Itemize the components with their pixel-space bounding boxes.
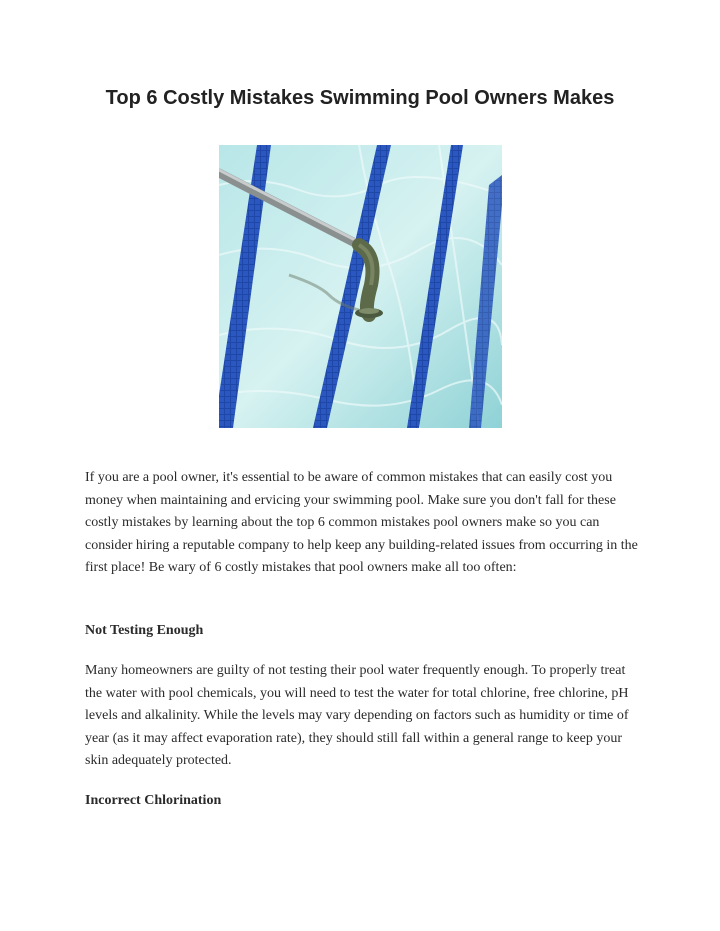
- pool-photo: [219, 145, 502, 428]
- section-paragraph: Many homeowners are guilty of not testing their pool water frequently enough. To properly treat the water with pool chemicals, you will need to test the water for total chlorine, free chlorine, pH levels and alkalinity. While the levels may vary depending on factors such as humidity or time of year (as it may affect evaporation rate), they should still fall within a general range to keep your skin adequately protected.: [85, 663, 629, 769]
- section-heading: Not Testing Enough: [85, 623, 204, 638]
- page-title: Top 6 Costly Mistakes Swimming Pool Owners Makes: [105, 87, 615, 109]
- section-heading: Incorrect Chlorination: [85, 793, 222, 808]
- pool-vacuum-icon: [219, 145, 502, 428]
- intro-paragraph: If you are a pool owner, it's essential to be aware of common mistakes that can easily cost you money when maintaining and ervicing your swimming pool. Make sure you don't fall for these costly mistakes by learning about the top 6 common mistakes pool owners make so you can consider hiring a reputable company to help keep any building-related issues from occurring in the first place! Be wary of 6 costly mistakes that pool owners make all too often:: [85, 470, 638, 576]
